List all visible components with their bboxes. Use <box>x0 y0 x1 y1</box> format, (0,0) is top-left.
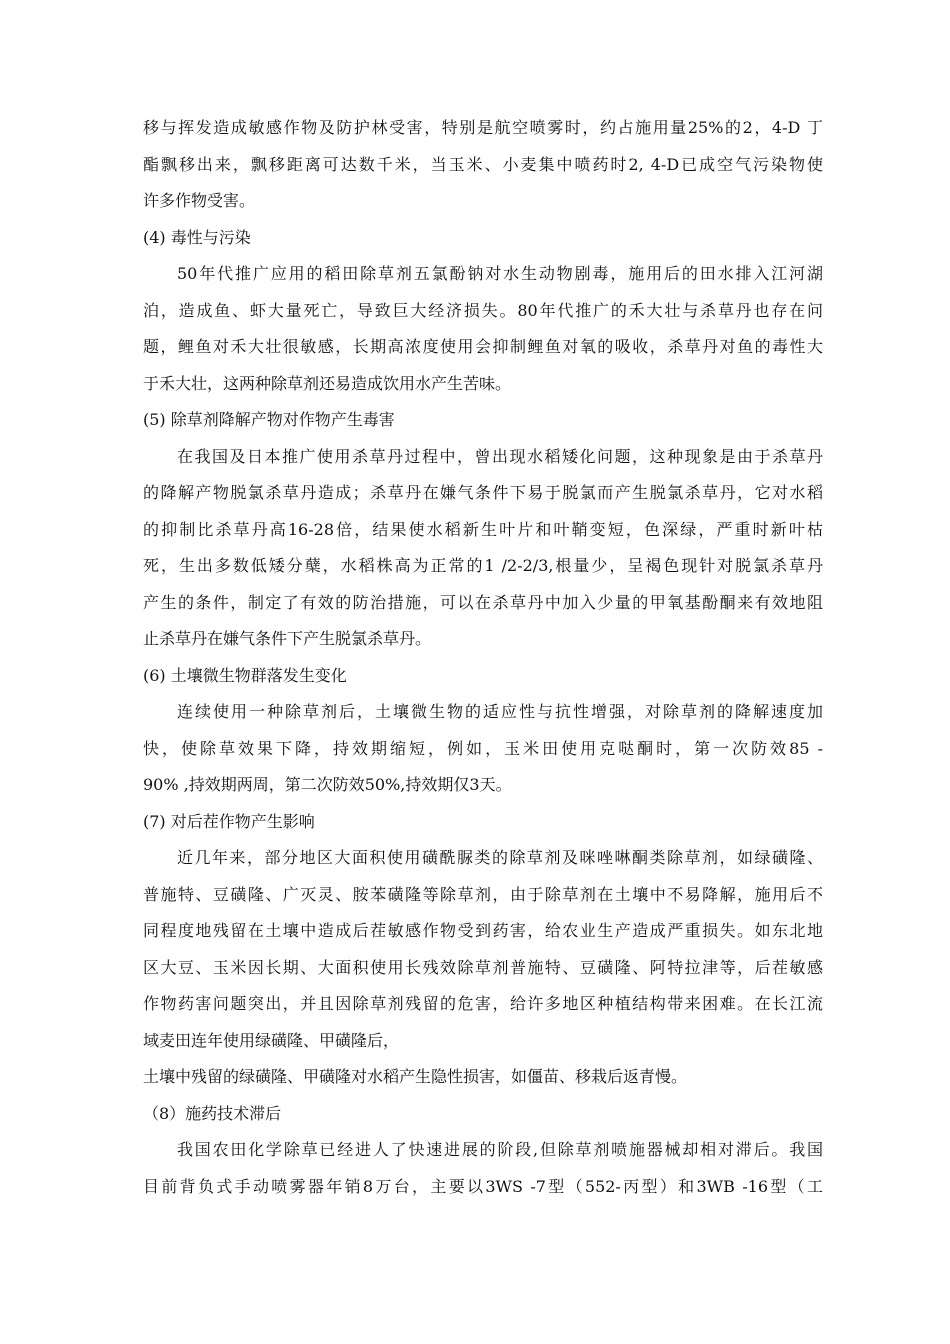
text-line: 目前背负式手动喷雾器年销8万台，主要以3WS -7型（552-丙型）和3WB -16型（工 <box>143 1176 823 1196</box>
section-heading: （8）施药技术滞后 <box>143 1103 282 1123</box>
section-heading: (4) 毒性与污染 <box>143 227 251 247</box>
text-line: 50年代推广应用的稻田除草剂五氯酚钠对水生动物剧毒，施用后的田水排入江河湖 <box>177 264 823 283</box>
text-line: 许多作物受害。 <box>143 191 256 210</box>
text-line: 的降解产物脱氯杀草丹造成；杀草丹在嫌气条件下易于脱氯而产生脱氯杀草丹，它对水稻 <box>143 483 823 502</box>
section-heading: (6) 土壤微生物群落发生变化 <box>143 665 347 685</box>
text-line: 普施特、豆磺隆、广灭灵、胺苯磺隆等除草剂，由于除草剂在土壤中不易降解，施用后不 <box>143 884 823 904</box>
text-line: 止杀草丹在嫌气条件下产生脱氯杀草丹。 <box>143 629 432 648</box>
document-body <box>143 110 823 1205</box>
text-line: 在我国及日本推广使用杀草丹过程中，曾出现水稻矮化问题，这种现象是由于杀草丹 <box>177 446 823 466</box>
text-line: 酯飘移出来，飘移距离可达数千米，当玉米、小麦集中喷药时2, 4-D已成空气污染物使 <box>143 154 823 174</box>
text-line: 的抑制比杀草丹高16-28倍，结果使水稻新生叶片和叶鞘变短，色深绿，严重时新叶枯 <box>143 519 823 539</box>
text-line: 作物药害问题突出，并且因除草剂残留的危害，给许多地区种植结构带来困难。在长江流 <box>143 994 823 1013</box>
text-line: 泊，造成鱼、虾大量死亡，导致巨大经济损失。80年代推广的禾大壮与杀草丹也存在问 <box>143 300 823 320</box>
text-line: 我国农田化学除草已经进人了快速进展的阶段,但除草剂喷施器械却相对滞后。我国 <box>177 1140 823 1159</box>
text-line: 域麦田连年使用绿磺隆、甲磺隆后， <box>143 1030 400 1050</box>
text-line: 快，使除草效果下降，持效期缩短，例如，玉米田使用克哒酮时，第一次防效85 - <box>143 738 823 758</box>
text-line: 土壤中残留的绿磺隆、甲磺隆对水稻产生隐性损害，如僵苗、移栽后返青慢。 <box>143 1067 688 1086</box>
text-line: 近几年来，部分地区大面积使用磺酰脲类的除草剂及咪唑啉酮类除草剂，如绿磺隆、 <box>177 848 823 867</box>
section-heading: (7) 对后茬作物产生影响 <box>143 811 315 831</box>
text-line: 于禾大壮，这两种除草剂还易造成饮用水产生苦味。 <box>143 373 512 393</box>
text-line: 同程度地残留在土壤中造成后茬敏感作物受到药害，给农业生产造成严重损失。如东北地 <box>143 921 823 940</box>
section-heading: (5) 除草剂降解产物对作物产生毒害 <box>143 410 395 429</box>
text-line: 区大豆、玉米因长期、大面积使用长残效除草剂普施特、豆磺隆、阿特拉津等，后茬敏感 <box>143 957 823 977</box>
text-line: 连续使用一种除草剂后，土壤微生物的适应性与抗性增强，对除草剂的降解速度加 <box>177 702 823 721</box>
text-line: 移与挥发造成敏感作物及防护林受害，特别是航空喷雾时，约占施用量25%的2，4-D 丁 <box>143 118 823 137</box>
text-line: 死，生出多数低矮分蘖，水稻株高为正常的1 /2-2/3,根量少，呈褐色现针对脱氯杀草丹 <box>143 556 823 575</box>
text-line: 90% ,持效期两周，第二次防效50%,持效期仅3天。 <box>143 775 512 794</box>
text-line: 产生的条件，制定了有效的防治措施，可以在杀草丹中加入少量的甲氧基酚酮来有效地阻 <box>143 592 823 612</box>
text-line: 题，鲤鱼对禾大壮很敏感，长期高浓度使用会抑制鲤鱼对氧的吸收，杀草丹对鱼的毒性大 <box>143 337 823 356</box>
